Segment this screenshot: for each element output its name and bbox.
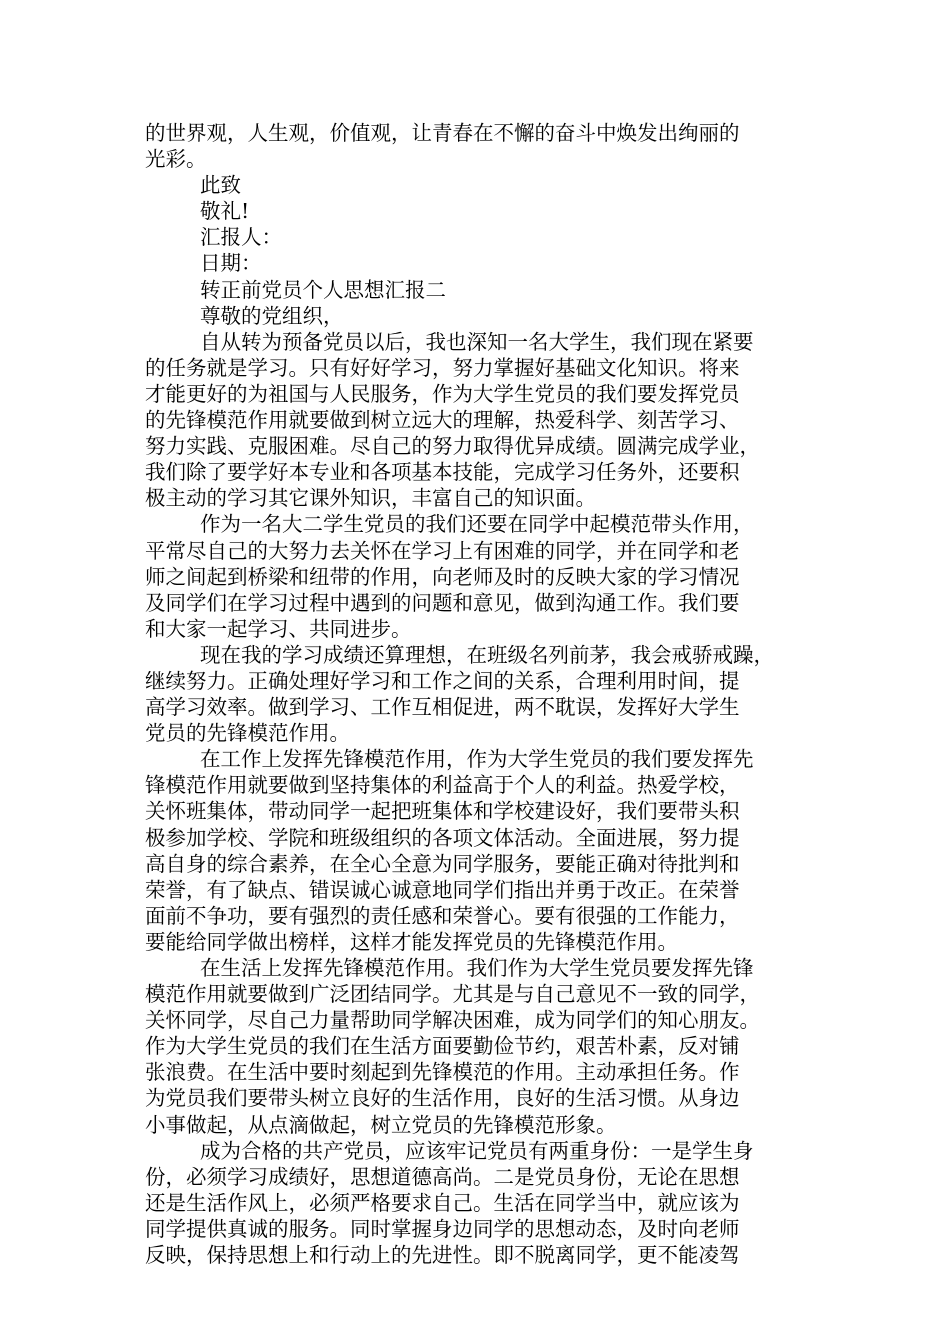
text-line: 张浪费。在生活中要时刻起到先锋模范的作用。主动承担任务。作 [145,1060,740,1085]
text-line: 反映，保持思想上和行动上的先进性。即不脱离同学，更不能凌驾 [145,1243,740,1268]
text-line: 自从转为预备党员以后，我也深知一名大学生，我们现在紧要 [200,329,754,354]
text-line: 面前不争功，要有强烈的责任感和荣誉心。要有很强的工作能力， [145,903,740,928]
document-page [145,120,825,1268]
text-line: 才能更好的为祖国与人民服务，作为大学生党员的我们要发挥党员 [145,381,740,406]
text-line: 平常尽自己的大努力去关怀在学习上有困难的同学，并在同学和老 [145,538,740,563]
text-line: 在生活上发挥先锋模范作用。我们作为大学生党员要发挥先锋 [200,956,754,980]
text-line: 及同学们在学习过程中遇到的问题和意见，做到沟通工作。我们要 [145,590,740,615]
text-line: 敬礼! [200,199,250,224]
text-line: 努力实践、克服困难。尽自己的努力取得优异成绩。圆满完成学业， [145,434,760,459]
text-line: 汇报人： [200,225,282,250]
text-line: 关怀同学，尽自己力量帮助同学解决困难，成为同学们的知心朋友。 [145,1008,760,1033]
text-line: 模范作用就要做到广泛团结同学。尤其是与自己意见不一致的同学， [145,982,760,1007]
text-line: 高学习效率。做到学习、工作互相促进，两不耽误，发挥好大学生 [145,695,740,720]
text-line: 的任务就是学习。只有好好学习，努力掌握好基础文化知识。将来 [145,355,740,380]
text-line: 现在我的学习成绩还算理想，在班级名列前茅，我会戒骄戒躁， [200,642,774,667]
text-line: 为党员我们要带头树立良好的生活作用，良好的生活习惯。从身边 [145,1086,740,1111]
text-line: 我们除了要学好本专业和各项基本技能，完成学习任务外，还要积 [145,460,740,485]
text-line: 高自身的综合素养，在全心全意为同学服务，要能正确对待批判和 [145,851,740,876]
text-line: 锋模范作用就要做到坚持集体的利益高于个人的利益。热爱学校， [145,773,740,798]
text-line: 在工作上发挥先锋模范作用，作为大学生党员的我们要发挥先 [200,747,754,772]
text-line: 此致 [200,173,241,198]
text-line: 要能给同学做出榜样，这样才能发挥党员的先锋模范作用。 [145,929,678,954]
text-line: 作为一名大二学生党员的我们还要在同学中起模范带头作用， [200,512,754,537]
text-line: 成为合格的共产党员，应该牢记党员有两重身份：一是学生身 [200,1138,754,1163]
text-line: 作为大学生党员的我们在生活方面要勤俭节约，艰苦朴素，反对铺 [145,1034,740,1059]
text-line: 极参加学校、学院和班级组织的各项文体活动。全面进展，努力提 [145,825,740,850]
text-line: 和大家一起学习、共同进步。 [145,616,412,641]
text-line: 关怀班集体，带动同学一起把班集体和学校建设好，我们要带头积 [145,799,740,824]
text-line: 继续努力。正确处理好学习和工作之间的关系，合理利用时间，提 [145,668,740,693]
text-line: 小事做起，从点滴做起，树立党员的先锋模范形象。 [145,1112,617,1137]
text-line: 日期： [200,251,262,276]
text-line: 转正前党员个人思想汇报二 [200,277,446,302]
text-line: 师之间起到桥梁和纽带的作用，向老师及时的反映大家的学习情况 [145,564,740,589]
text-line: 尊敬的党组织， [200,303,344,328]
text-line: 同学提供真诚的服务。同时掌握身边同学的思想动态，及时向老师 [145,1216,740,1241]
text-line: 的世界观，人生观，价值观，让青春在不懈的奋斗中焕发出绚丽的 [145,121,740,145]
text-line: 份，必须学习成绩好，思想道德高尚。二是党员身份，无论在思想 [145,1164,740,1189]
text-line: 光彩。 [145,147,207,172]
text-line: 党员的先锋模范作用。 [145,721,350,746]
text-line: 荣誉，有了缺点、错误诚心诚意地同学们指出并勇于改正。在荣誉 [145,877,740,902]
text-line: 的先锋模范作用就要做到树立远大的理解，热爱科学、刻苦学习、 [145,408,740,433]
text-line: 还是生活作风上，必须严格要求自己。生活在同学当中，就应该为 [145,1190,740,1215]
text-line: 极主动的学习其它课外知识，丰富自己的知识面。 [145,486,596,511]
